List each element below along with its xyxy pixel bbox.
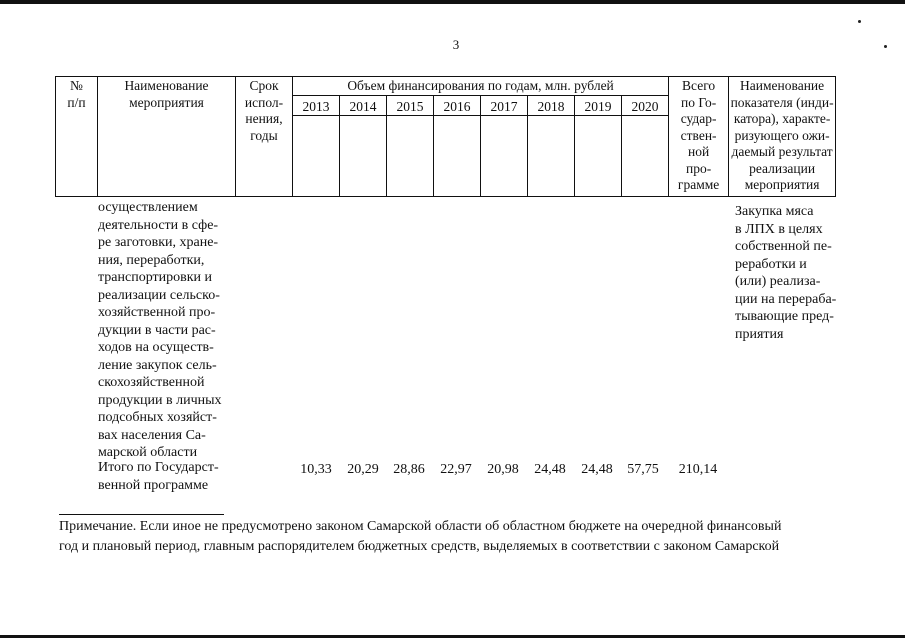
header-year: 2016 xyxy=(434,95,481,116)
total-value: 24,48 xyxy=(534,462,566,477)
scan-top-edge xyxy=(0,0,905,4)
header-year: 2014 xyxy=(340,95,387,116)
total-row-label: Итого по Государст- венной программе xyxy=(98,460,219,493)
table-header xyxy=(55,76,836,197)
scan-speck xyxy=(884,45,887,48)
total-value: 20,98 xyxy=(487,462,519,477)
header-year: 2013 xyxy=(293,95,340,116)
scan-speck xyxy=(858,20,861,23)
page-number: 3 xyxy=(452,37,460,52)
total-sum: 210,14 xyxy=(678,462,718,477)
footnote: Примечание. Если иное не предусмотрено законом Самарской области об областном бюджете на очередной финансовый год и плановый период, главным распорядителем бюджетных средств, выделяемых в соответствии с законом Самарской xyxy=(59,519,782,554)
header-funding: Объем финансирования по годам, млн. рублей xyxy=(293,77,669,96)
total-value: 28,86 xyxy=(393,462,425,477)
header-indicator: Наименование показателя (инди- катора), характе- ризующего ожи- даемый результат реализации мероприятия xyxy=(729,77,836,197)
total-value: 22,97 xyxy=(440,462,472,477)
header-year: 2015 xyxy=(387,95,434,116)
header-term: Срок испол- нения, годы xyxy=(236,77,293,197)
header-total: Всего по Го- судар- ствен- ной про- грамме xyxy=(669,77,729,197)
header-name: Наименование мероприятия xyxy=(98,77,236,197)
footnote-rule xyxy=(59,514,224,515)
row-indicator: Закупка мяса в ЛПХ в целях собственной пе- реработки и (или) реализа- ции на перераба- тывающие пред- приятия xyxy=(735,204,837,342)
header-year: 2019 xyxy=(575,95,622,116)
header-year: 2020 xyxy=(622,95,669,116)
total-value: 20,29 xyxy=(347,462,379,477)
header-no: № п/п xyxy=(56,77,98,197)
header-year: 2018 xyxy=(528,95,575,116)
total-value: 57,75 xyxy=(627,462,659,477)
total-value: 24,48 xyxy=(581,462,613,477)
header-year: 2017 xyxy=(481,95,528,116)
scan-bottom-edge xyxy=(0,635,905,638)
total-value: 10,33 xyxy=(300,462,332,477)
row-name: осуществлением деятельности в сфе- ре заготовки, хране- ния, переработки, транспортировки и реализации сельско- хозяйственной про- дукции в части рас- ходов на осуществ- ление закупок сель- скохозяйственной продукции в личных подсобных хозяйст- вах населения Са- марской области xyxy=(98,200,222,460)
